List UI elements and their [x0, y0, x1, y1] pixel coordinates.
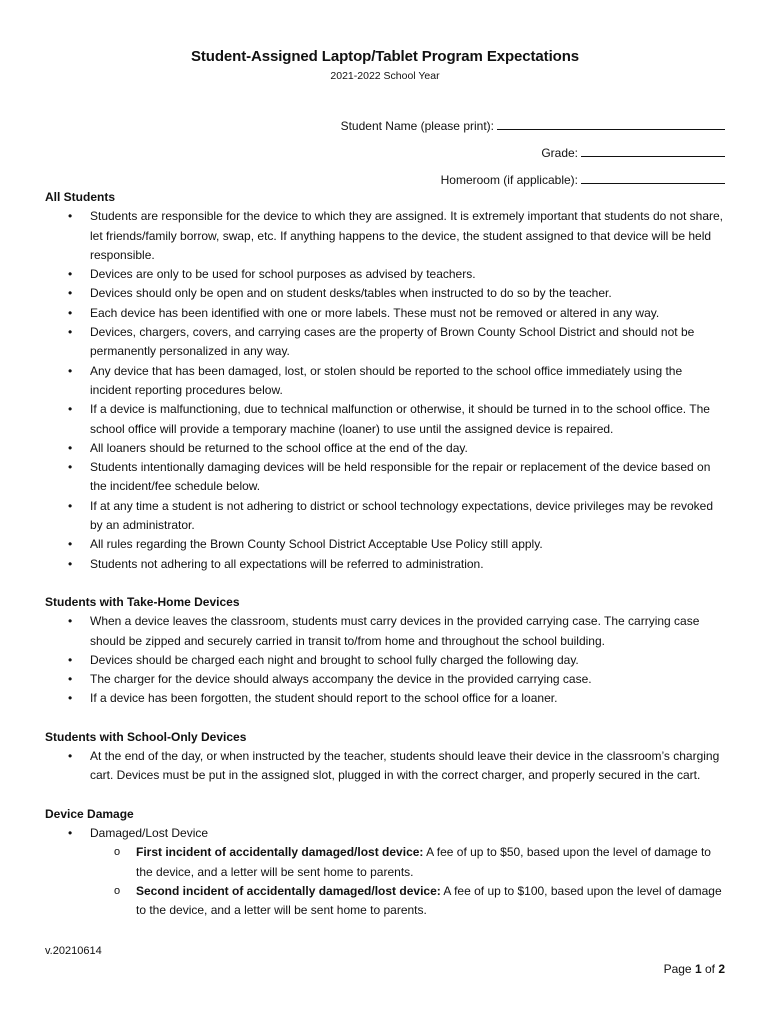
- damaged-lost-device-label: Damaged/Lost Device: [90, 825, 209, 840]
- grade-field[interactable]: [541, 145, 725, 160]
- page-total: 2: [718, 962, 725, 976]
- homeroom-line[interactable]: [581, 172, 725, 184]
- list-item: • Devices should only be open and on student desks/tables when instructed to do so by the teacher.: [45, 284, 725, 303]
- second-incident-label: Second incident of accidentally damaged/lost device:: [136, 883, 441, 898]
- sub-list-item: [90, 843, 725, 882]
- first-incident-label: First incident of accidentally damaged/lost device:: [136, 845, 424, 860]
- homeroom-field[interactable]: [441, 172, 725, 187]
- grade-label: Grade:: [541, 146, 578, 160]
- homeroom-label: Homeroom (if applicable):: [440, 173, 578, 187]
- list-item: • All rules regarding the Brown County School District Acceptable Use Policy still apply.: [45, 535, 725, 554]
- list-item: [45, 824, 725, 920]
- list-item: • Devices are only to be used for school purposes as advised by teachers.: [45, 265, 725, 284]
- student-name-field[interactable]: [341, 118, 725, 133]
- list-item: • Students not adhering to all expectations will be referred to administration.: [45, 555, 725, 574]
- list-item: • Any device that has been damaged, lost, or stolen should be reported to the school office immediately using the incident reporting procedures below.: [45, 362, 725, 401]
- all-students-list: [45, 207, 725, 574]
- page-title: Student-Assigned Laptop/Tablet Program Expectations: [191, 48, 579, 65]
- list-item: • If at any time a student is not adhering to district or school technology expectations, device privileges may be revoked by an administrator.: [45, 497, 725, 536]
- second-incident-text: A fee of up to $100, based upon the level of damage to the device, and a letter will be sent home to parents.: [136, 883, 722, 918]
- list-item: • If a device has been forgotten, the student should report to the school office for a loaner.: [45, 689, 725, 708]
- page-current: 1: [694, 962, 702, 976]
- list-item: • All loaners should be returned to the school office at the end of the day.: [45, 439, 725, 458]
- student-name-line[interactable]: [497, 118, 725, 130]
- page-number: [664, 962, 725, 976]
- list-item: • Students intentionally damaging devices will be held responsible for the repair or replacement of the device based on the incident/fee schedule below.: [45, 458, 725, 497]
- page-word: Page: [663, 962, 695, 976]
- first-incident-text: A fee of up to $50, based upon the level of damage to the device, and a letter will be sent home to parents.: [136, 845, 711, 879]
- document-body: [45, 188, 725, 920]
- list-item: • At the end of the day, or when instructed by the teacher, students should leave their device in the classroom’s charging cart. Devices must be put in the assigned slot, plugged in with the correct charger, and properly secured in the cart.: [45, 747, 725, 786]
- section-heading-school-only: Students with School-Only Devices: [45, 729, 247, 744]
- list-item: • If a device is malfunctioning, due to technical malfunction or otherwise, it should be turned in to the school office. The school office will provide a temporary machine (loaner) to use until the assigned device is repaired.: [45, 400, 725, 439]
- device-damage-list: [45, 824, 725, 920]
- section-heading-device-damage: Device Damage: [45, 806, 134, 821]
- take-home-list: [45, 612, 725, 708]
- damage-sub-list: [90, 843, 725, 920]
- school-only-list: [45, 747, 725, 786]
- list-item: • The charger for the device should always accompany the device in the provided carrying case.: [45, 670, 725, 689]
- school-year: 2021-2022 School Year: [330, 70, 440, 82]
- section-heading-all-students: All Students: [45, 190, 116, 204]
- list-item: • Each device has been identified with one or more labels. These must not be removed or altered in any way.: [45, 304, 725, 323]
- list-item: • Devices should be charged each night and brought to school fully charged the following day.: [45, 651, 725, 670]
- list-item: • Students are responsible for the device to which they are assigned. It is extremely important that students do not share, let friends/family borrow, swap, etc. If anything happens to the device, the student assigned to that device will be held responsible.: [45, 207, 725, 265]
- of-word: of: [701, 962, 719, 976]
- list-item: • When a device leaves the classroom, students must carry devices in the provided carrying case. The carrying case should be zipped and securely carried in transit to/from home and throughout the school building.: [45, 612, 725, 651]
- list-item: • Devices, chargers, covers, and carrying cases are the property of Brown County School District and should not be permanently personalized in any way.: [45, 323, 725, 362]
- sub-list-item: [90, 882, 725, 921]
- student-name-label: Student Name (please print):: [340, 119, 494, 133]
- version-label: v.20210614: [45, 945, 102, 957]
- section-heading-take-home: Students with Take-Home Devices: [45, 594, 240, 609]
- grade-line[interactable]: [581, 145, 725, 157]
